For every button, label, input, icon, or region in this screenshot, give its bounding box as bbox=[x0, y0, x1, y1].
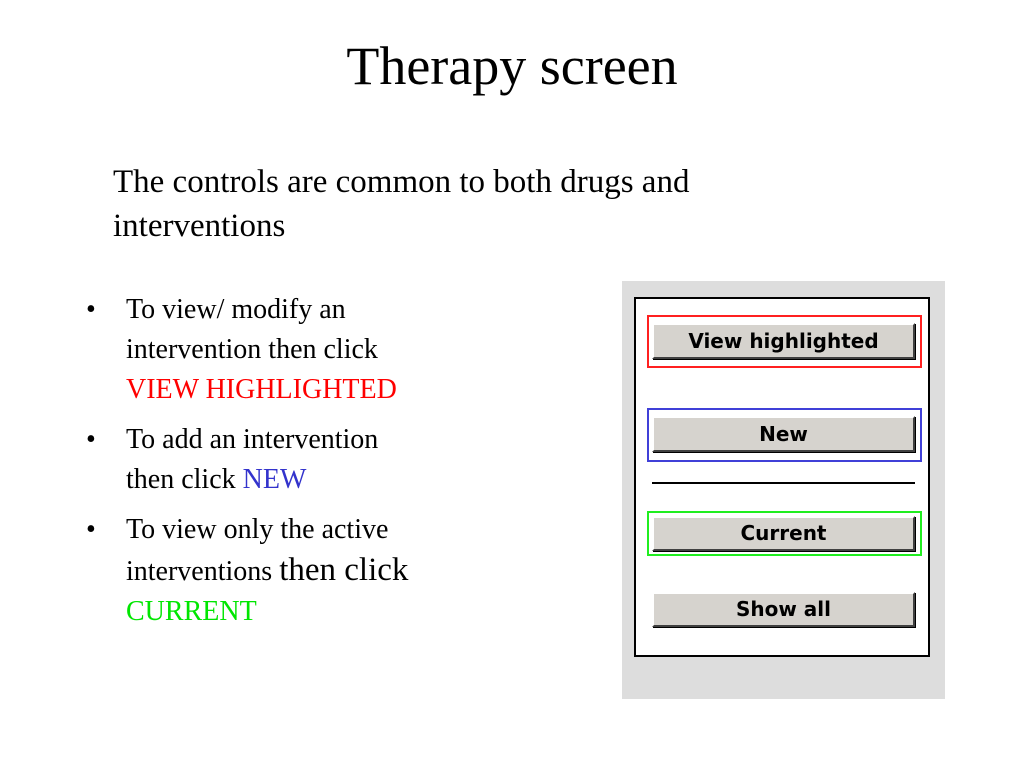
bullet-text-suffix: then click bbox=[279, 552, 409, 588]
bullet-current bbox=[80, 510, 520, 632]
bullet-text-line bbox=[126, 550, 520, 592]
current-button[interactable]: Current bbox=[652, 516, 915, 551]
bullet-marker: • bbox=[86, 514, 96, 545]
highlight-current: CURRENT bbox=[126, 596, 257, 627]
panel-divider bbox=[652, 482, 915, 484]
slide-title: Therapy screen bbox=[346, 36, 678, 96]
new-button[interactable]: New bbox=[652, 416, 915, 452]
bullet-text-line: intervention then click bbox=[126, 334, 378, 365]
highlight-view-highlighted: VIEW HIGHLIGHTED bbox=[126, 374, 397, 405]
bullet-marker: • bbox=[86, 294, 96, 325]
bullet-view-highlighted bbox=[80, 290, 520, 410]
bullet-new bbox=[80, 420, 520, 500]
instruction-list bbox=[80, 290, 520, 642]
slide-subtitle: The controls are common to both drugs and interventions bbox=[113, 164, 690, 244]
bullet-text-line: To view only the active bbox=[126, 514, 389, 545]
view-highlighted-button[interactable]: View highlighted bbox=[652, 323, 915, 359]
highlight-new: NEW bbox=[242, 464, 307, 495]
bullet-text-line: To view/ modify an bbox=[126, 294, 346, 325]
bullet-text-prefix: then click bbox=[126, 464, 243, 495]
bullet-text-line: To add an intervention bbox=[126, 424, 379, 455]
bullet-text-prefix: interventions bbox=[126, 556, 280, 587]
bullet-text-line bbox=[126, 460, 520, 500]
bullet-marker: • bbox=[86, 424, 96, 455]
show-all-button[interactable]: Show all bbox=[652, 592, 915, 627]
